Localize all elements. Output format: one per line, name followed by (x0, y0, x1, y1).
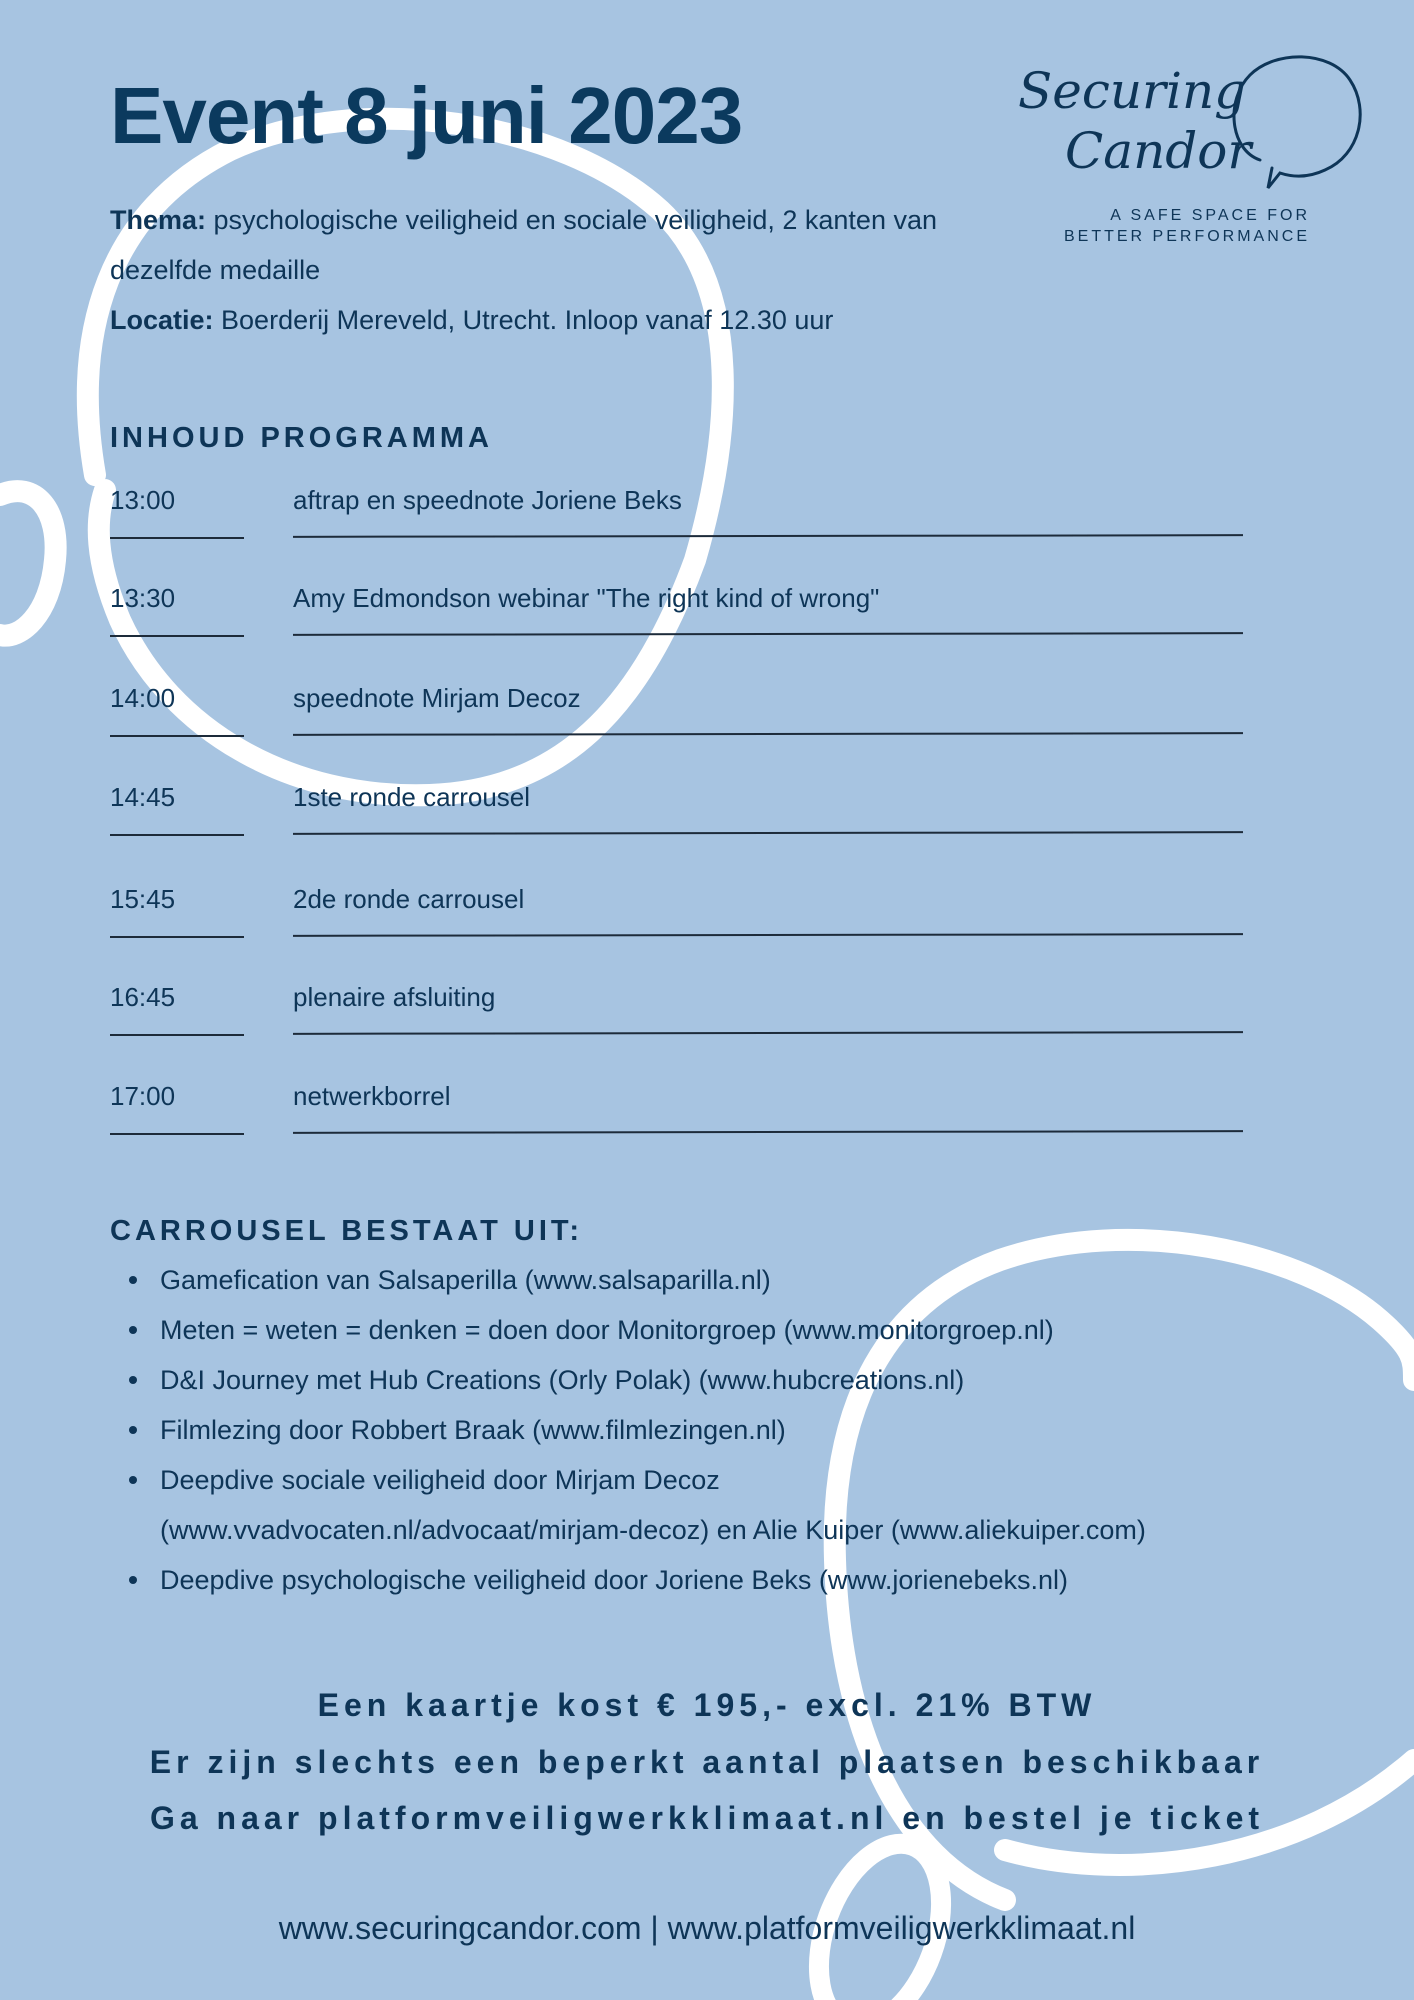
logo-word-candor: Candor (1065, 122, 1252, 180)
program-row (110, 884, 1245, 954)
program-description: 2de ronde carrousel (293, 884, 525, 914)
time-underline (110, 537, 244, 539)
description-underline (293, 534, 1243, 538)
page-title: Event 8 juni 2023 (110, 71, 743, 160)
program-time: 15:45 (110, 884, 176, 914)
availability-note: Er zijn slechts een beperkt aantal plaatsen beschikbaar (149, 1744, 1265, 1780)
program-row (110, 782, 1245, 852)
logo-word-securing: Securing (1018, 62, 1247, 120)
theme-text: psychologische veiligheid en sociale veiligheid, 2 kanten van dezelfde medaille (110, 205, 937, 285)
logo-tagline-line1: A SAFE SPACE FOR (1110, 207, 1310, 224)
logo-tagline (1010, 205, 1310, 247)
time-underline (110, 1133, 244, 1135)
description-underline (293, 831, 1243, 835)
description-underline (293, 1130, 1243, 1134)
theme-label: Thema: (110, 205, 207, 235)
program-row (110, 583, 1245, 653)
description-underline (293, 632, 1243, 636)
theme-line (110, 195, 1010, 295)
order-instruction: Ga naar platformveiligwerkklimaat.nl en bestel je ticket (149, 1800, 1265, 1836)
program-time: 14:00 (110, 683, 176, 713)
program-description: netwerkborrel (293, 1081, 451, 1111)
description-underline (293, 933, 1243, 937)
program-row (110, 683, 1245, 753)
program-description: 1ste ronde carrousel (293, 782, 531, 812)
description-underline (293, 732, 1243, 736)
location-line (110, 295, 1010, 345)
program-time: 13:00 (110, 485, 176, 515)
footer-links: www.securingcandor.com | www.platformveiligwerkklimaat.nl (278, 1910, 1136, 1946)
time-underline (110, 834, 244, 836)
time-underline (110, 936, 244, 938)
program-description: Amy Edmondson webinar "The right kind of wrong" (293, 583, 880, 613)
deco-loop-left (0, 491, 56, 635)
program-description: aftrap en speednote Joriene Beks (293, 485, 682, 515)
program-time: 14:45 (110, 782, 176, 812)
list-item: Filmlezing door Robbert Braak (www.filmlezingen.nl) (110, 1405, 1290, 1455)
program-row (110, 982, 1245, 1052)
location-label: Locatie: (110, 305, 214, 335)
program-row (110, 485, 1245, 555)
program-heading: INHOUD PROGRAMMA (110, 422, 493, 454)
time-underline (110, 635, 244, 637)
carrousel-heading: CARROUSEL BESTAAT UIT: (110, 1215, 584, 1247)
securing-candor-logo (1010, 40, 1370, 260)
carrousel-list (110, 1255, 1290, 1605)
list-item: Deepdive sociale veiligheid door Mirjam Decoz (www.vvadvocaten.nl/advocaat/mirjam-decoz) en Alie Kuiper (www.aliekuiper.com) (110, 1455, 1290, 1555)
program-time: 16:45 (110, 982, 176, 1012)
list-item: Meten = weten = denken = doen door Monitorgroep (www.monitorgroep.nl) (110, 1305, 1290, 1355)
logo-tagline-line2: BETTER PERFORMANCE (1063, 228, 1310, 245)
list-item: D&I Journey met Hub Creations (Orly Polak) (www.hubcreations.nl) (110, 1355, 1290, 1405)
program-row (110, 1081, 1245, 1151)
program-description: plenaire afsluiting (293, 982, 496, 1012)
event-info (110, 195, 1010, 345)
location-text: Boerderij Mereveld, Utrecht. Inloop vanaf 12.30 uur (213, 305, 834, 335)
description-underline (293, 1031, 1243, 1035)
program-time: 17:00 (110, 1081, 176, 1111)
ticket-price: Een kaartje kost € 195,- excl. 21% BTW (317, 1687, 1097, 1723)
program-time: 13:30 (110, 583, 176, 613)
list-item: Deepdive psychologische veiligheid door Joriene Beks (www.jorienebeks.nl) (110, 1555, 1290, 1605)
time-underline (110, 1034, 244, 1036)
program-description: speednote Mirjam Decoz (293, 683, 581, 713)
list-item: Gamefication van Salsaperilla (www.salsaparilla.nl) (110, 1255, 1290, 1305)
time-underline (110, 735, 244, 737)
